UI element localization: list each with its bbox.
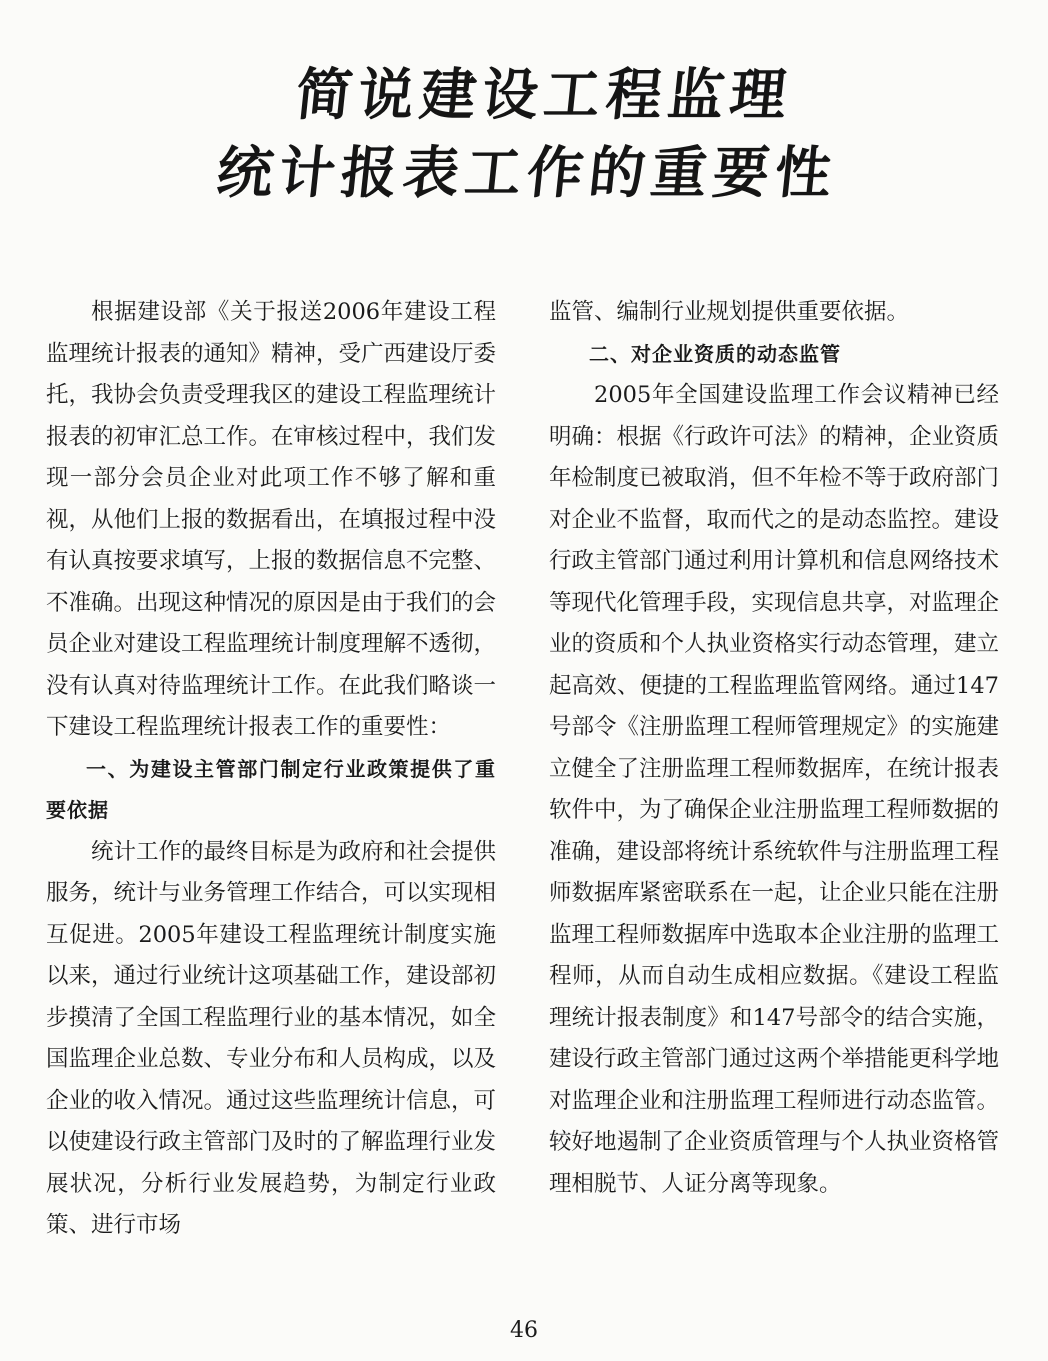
page-number: 46 [510,1318,538,1343]
continued-paragraph: 监管、编制行业规划提供重要依据。 [549,299,910,325]
left-column [46,292,496,1247]
article-title [0,62,1048,208]
intro-paragraph: 根据建设部《关于报送2006年建设工程监理统计报表的通知》精神，受广西建设厅委托，我协会负责受理我区的建设工程监理统计报表的初审汇总工作。在审核过程中，我们发现一部分会员企业对此项工作不够了解和重视，从他们上报的数据看出，在填报过程中没有认真按要求填写，上报的数据信息不完整、不准确。出现这种情况的原因是由于我们的会员企业对建设工程监理统计制度理解不透彻，没有认真对待监理统计工作。在此我们略谈一下建设工程监理统计报表工作的重要性： [46,299,497,740]
section-heading-1: 一、为建设主管部门制定行业政策提供了重要依据 [46,756,496,822]
right-column [549,292,999,1205]
title-line-1: 简说建设工程监理 [292,63,796,128]
section-heading-2: 二、对企业资质的动态监管 [589,341,841,366]
title-line-2: 统计报表工作的重要性 [213,141,841,206]
section-1-paragraph: 统计工作的最终目标是为政府和社会提供服务，统计与业务管理工作结合，可以实现相互促进。2005年建设工程监理统计制度实施以来，通过行业统计这项基础工作，建设部初步摸清了全国工程监理行业的基本情况，如全国监理企业总数、专业分布和人员构成，以及企业的收入情况。通过这些监理统计信息，可以使建设行政主管部门及时的了解监理行业发展状况，分析行业发展趋势，为制定行业政策、进行市场 [46,838,497,1238]
section-2-paragraph: 2005年全国建设监理工作会议精神已经明确：根据《行政许可法》的精神，企业资质年检制度已被取消，但不年检不等于政府部门对企业不监督，取而代之的是动态监控。建设行政主管部门通过利用计算机和信息网络技术等现代化管理手段，实现信息共享，对监理企业的资质和个人执业资格实行动态管理，建立起高效、便捷的工程监理监管网络。通过147号部令《注册监理工程师管理规定》的实施建立健全了注册监理工程师数据库，在统计报表软件中，为了确保企业注册监理工程师数据的准确，建设部将统计系统软件与注册监理工程师数据库紧密联系在一起，让企业只能在注册监理工程师数据库中选取本企业注册的监理工程师，从而自动生成相应数据。《建设工程监理统计报表制度》和147号部令的结合实施，建设行政主管部门通过这两个举措能更科学地对监理企业和注册监理工程师进行动态监管。较好地遏制了企业资质管理与个人执业资格管理相脱节、人证分离等现象。 [549,382,1000,1197]
